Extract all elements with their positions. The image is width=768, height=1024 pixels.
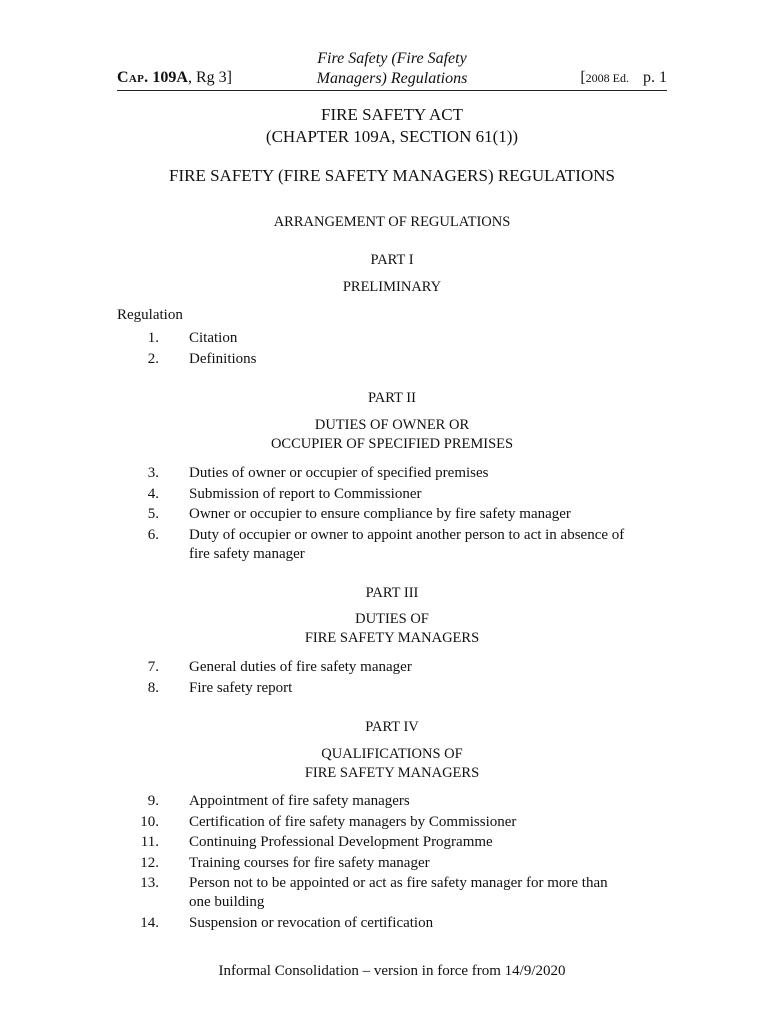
regulation-column-label: Regulation <box>117 307 183 323</box>
list-item <box>117 485 667 504</box>
part-2-label: PART II <box>368 390 416 406</box>
edition-bracket: [ <box>580 69 586 86</box>
part-1-list <box>117 329 667 370</box>
part-4-heading-line2: FIRE SAFETY MANAGERS <box>304 765 480 781</box>
chapter-reference <box>117 69 232 87</box>
item-title: Certification of fire safety managers by Commissioner <box>189 813 517 830</box>
item-number: 2. <box>147 350 159 367</box>
running-header <box>117 47 667 91</box>
edition: 2008 Ed. <box>585 71 629 85</box>
list-item <box>117 813 667 832</box>
item-title: Suspension or revocation of certification <box>189 914 434 931</box>
arrangement-title: ARRANGEMENT OF REGULATIONS <box>273 214 511 230</box>
list-item <box>117 329 667 348</box>
part-4-heading <box>117 745 667 783</box>
part-2-heading-line2: OCCUPIER OF SPECIFIED PREMISES <box>270 436 514 452</box>
list-item <box>117 792 667 811</box>
item-number: 9. <box>147 793 159 809</box>
running-title-line1: Fire Safety (Fire Safety <box>317 50 467 67</box>
item-title: General duties of fire safety manager <box>189 659 412 675</box>
act-title <box>117 104 667 148</box>
page-number: p. 1 <box>643 69 667 86</box>
part-3-heading <box>117 610 667 648</box>
item-number: 8. <box>147 679 159 696</box>
item-title: Person not to be appointed or act as fire safety manager for more than one building <box>189 875 608 910</box>
part-1-label: PART I <box>370 252 414 268</box>
item-title: Duty of occupier or owner to appoint another person to act in absence of fire safety manager <box>189 526 625 562</box>
part-3-list <box>117 658 667 699</box>
cap-prefix: Cap. <box>117 69 149 86</box>
item-number: 5. <box>147 506 159 522</box>
item-number: 6. <box>147 526 159 543</box>
item-number: 12. <box>140 854 159 871</box>
part-3-heading-line2: FIRE SAFETY MANAGERS <box>304 630 480 646</box>
cap-number: 109A <box>152 69 188 86</box>
part-4-label: PART IV <box>365 719 419 735</box>
part-3-heading-line1: DUTIES OF <box>355 611 429 627</box>
item-title: Training courses for fire safety manager <box>189 854 430 871</box>
part-4-list <box>117 792 667 934</box>
list-item <box>117 505 667 524</box>
consolidation-footer: Informal Consolidation – version in force from 14/9/2020 <box>218 963 566 979</box>
item-number: 11. <box>140 834 159 850</box>
list-item <box>117 854 667 873</box>
list-item <box>117 679 667 698</box>
cap-suffix: , Rg 3] <box>187 69 232 86</box>
item-title: Definitions <box>189 350 257 367</box>
part-4-heading-line1: QUALIFICATIONS OF <box>321 746 463 762</box>
item-title: Owner or occupier to ensure compliance by fire safety manager <box>189 506 571 522</box>
act-title-line2: (CHAPTER 109A, SECTION 61(1)) <box>265 127 519 146</box>
list-item <box>117 526 667 564</box>
item-number: 3. <box>147 465 159 481</box>
part-2-heading-line1: DUTIES OF OWNER OR <box>314 417 470 433</box>
item-number: 7. <box>147 659 159 675</box>
part-1-heading <box>117 278 667 297</box>
running-title-line2: Managers) Regulations <box>316 70 468 87</box>
edition-page <box>580 69 667 87</box>
list-item <box>117 464 667 483</box>
item-title: Fire safety report <box>189 679 293 696</box>
item-title: Duties of owner or occupier of specified premises <box>189 465 489 481</box>
list-item <box>117 658 667 677</box>
item-number: 10. <box>140 813 159 830</box>
part-1-heading-line1: PRELIMINARY <box>342 279 442 295</box>
item-number: 1. <box>147 330 159 346</box>
act-title-line1: FIRE SAFETY ACT <box>320 105 463 124</box>
list-item <box>117 833 667 852</box>
item-title: Continuing Professional Development Programme <box>189 834 493 850</box>
list-item <box>117 874 667 912</box>
item-number: 14. <box>140 914 159 931</box>
part-3-label: PART III <box>365 585 419 601</box>
item-title: Submission of report to Commissioner <box>189 485 422 502</box>
regulations-title: FIRE SAFETY (FIRE SAFETY MANAGERS) REGULATIONS <box>169 166 615 185</box>
list-item <box>117 914 667 933</box>
list-item <box>117 350 667 369</box>
part-2-list <box>117 464 667 565</box>
part-2-heading <box>117 416 667 454</box>
item-number: 4. <box>147 485 159 502</box>
item-number: 13. <box>140 875 159 891</box>
item-title: Citation <box>189 330 238 346</box>
running-title <box>302 49 482 89</box>
item-title: Appointment of fire safety managers <box>189 793 410 809</box>
